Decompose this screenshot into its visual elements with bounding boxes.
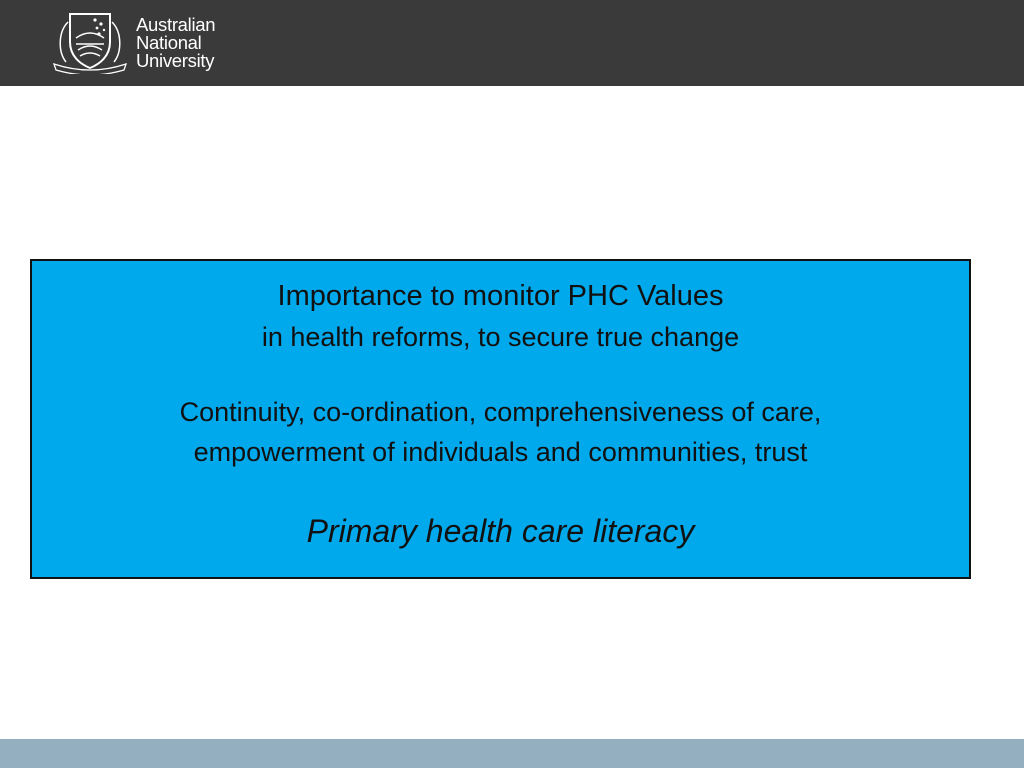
heading: Importance to monitor PHC Values (277, 280, 724, 312)
header-bar (0, 0, 1024, 86)
logo-line-2: National (136, 32, 202, 53)
logo-line-3: University (136, 50, 215, 71)
university-crest-icon (52, 12, 128, 74)
emphasis-text: Primary health care literacy (306, 513, 695, 549)
values-line-2: empowerment of individuals and communities, trust (193, 437, 808, 467)
footer-bar (0, 739, 1024, 768)
subheading: in health reforms, to secure true change (261, 322, 740, 352)
values-line-1: Continuity, co-ordination, comprehensiveness of care, (179, 397, 822, 427)
anu-logo (52, 10, 215, 76)
content-box (30, 259, 971, 579)
logo-wordmark (136, 16, 215, 70)
logo-line-1: Australian (136, 14, 216, 35)
